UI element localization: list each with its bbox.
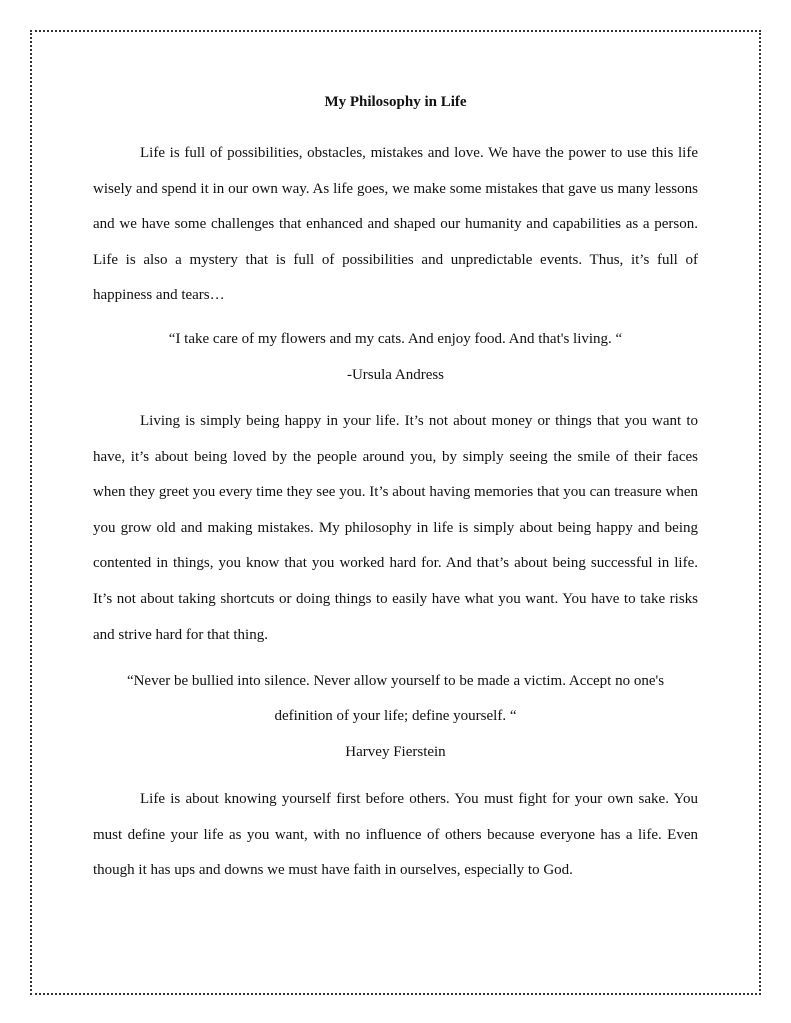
quote-2-text: “Never be bullied into silence. Never allow yourself to be made a victim. Accept no one's definition of your life; define yourself. “	[126, 673, 665, 725]
document-body	[93, 88, 698, 889]
quote-1-author: -Ursula Andress	[346, 366, 445, 383]
quote-2-author: Harvey Fierstein	[345, 744, 446, 761]
quote-1-text: “I take care of my flowers and my cats. And enjoy food. And that's living. “	[168, 330, 623, 347]
paragraph-2: Living is simply being happy in your life. It’s not about money or things that you want to have, it’s about being loved by the people around you, by simply seeing the smile of their faces when they greet you every time they see you. It’s about having memories that you can treasure when you grow old and making mistakes. My philosophy in life is simply about being happy and being contented in things, you know that you worked hard for. And that’s about being successful in life. It’s not about taking shortcuts or doing things to easily have what you want. You have to take risks and strive hard for that thing.	[93, 412, 698, 643]
paragraph-3: Life is about knowing yourself first before others. You must fight for your own sake. You must define your life as you want, with no influence of others because everyone has a life. Even though it has ups and downs we must have faith in ourselves, especially to God.	[93, 791, 698, 879]
paragraph-1: Life is full of possibilities, obstacles, mistakes and love. We have the power to use this life wisely and spend it in our own way. As life goes, we make some mistakes that gave us many lessons and we have some challenges that enhanced and shaped our humanity and capabilities as a person. Life is also a mystery that is full of possibilities and unpredictable events. Thus, it’s full of happiness and tears…	[93, 145, 698, 304]
document-title: My Philosophy in Life	[324, 94, 467, 110]
